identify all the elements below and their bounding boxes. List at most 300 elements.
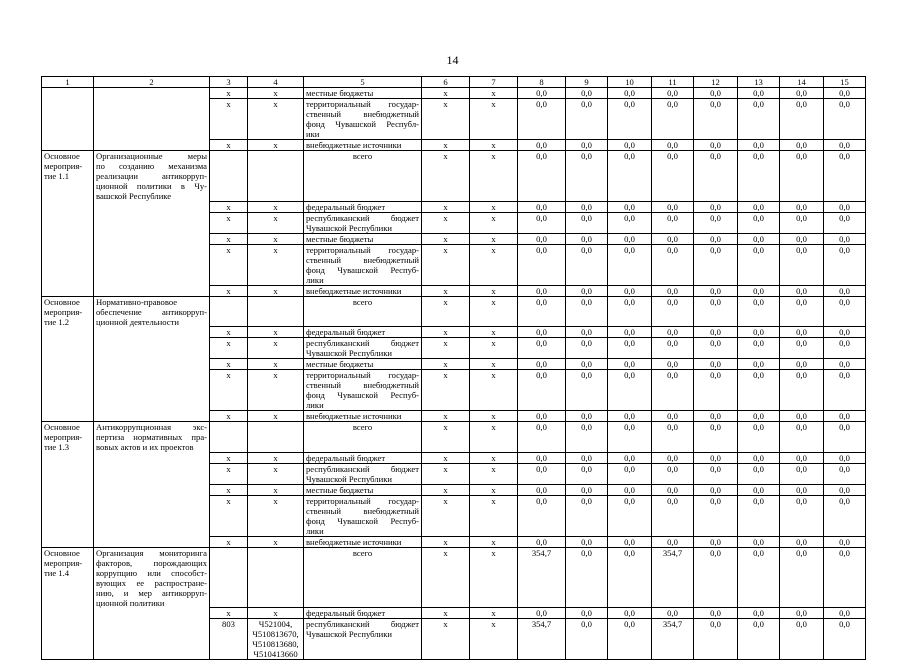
value-cell: 354,7 — [518, 619, 566, 660]
value-cell: 0,0 — [824, 88, 866, 99]
column-header: 3 — [210, 77, 248, 88]
funding-source-cell — [304, 151, 422, 202]
value-cell: 0,0 — [780, 296, 824, 327]
value-cell: 0,0 — [694, 370, 738, 411]
funding-source-line: республиканский бюджет — [306, 463, 419, 474]
value-cell: 0,0 — [608, 285, 652, 296]
value-cell: 0,0 — [824, 99, 866, 140]
value-cell: 0,0 — [518, 201, 566, 212]
value-cell: 0,0 — [608, 88, 652, 99]
activity-code-line: тие 1.4 — [44, 567, 70, 578]
grbs-code-cell: x — [210, 495, 248, 536]
activity-code-cell — [42, 212, 94, 233]
value-cell: 0,0 — [694, 338, 738, 359]
value-cell: 0,0 — [780, 463, 824, 484]
budget-class-cell — [248, 201, 304, 212]
col6-cell: x — [422, 608, 470, 619]
value-cell: 0,0 — [824, 233, 866, 244]
value-cell: 0,0 — [738, 88, 780, 99]
funding-source-line: местные бюджеты — [306, 484, 374, 495]
value-cell: 0,0 — [738, 495, 780, 536]
table-row — [42, 370, 866, 411]
funding-source-cell — [304, 327, 422, 338]
value-cell: 0,0 — [518, 422, 566, 453]
value-cell: 0,0 — [518, 99, 566, 140]
budget-class-cell — [248, 422, 304, 453]
col6-cell: x — [422, 619, 470, 660]
column-header: 6 — [422, 77, 470, 88]
budget-class-cell — [248, 484, 304, 495]
budget-class-line: x — [273, 88, 278, 98]
budget-class-line: x — [273, 536, 278, 547]
value-cell: 0,0 — [694, 463, 738, 484]
activity-code-cell — [42, 536, 94, 547]
col6-cell: x — [422, 233, 470, 244]
budget-class-cell — [248, 463, 304, 484]
funding-source-line: внебюджетные источники — [306, 536, 402, 547]
funding-source-line: федеральный бюджет — [306, 327, 386, 337]
grbs-code-cell: x — [210, 370, 248, 411]
value-cell: 0,0 — [780, 285, 824, 296]
value-cell: 0,0 — [566, 359, 608, 370]
funding-source-line: местные бюджеты — [306, 88, 374, 98]
budget-class-cell — [248, 140, 304, 151]
col7-cell: x — [470, 233, 518, 244]
activity-name-line: пертиза нормативных пра- — [96, 432, 207, 442]
grbs-code-cell: x — [210, 327, 248, 338]
value-cell: 0,0 — [652, 99, 694, 140]
column-header: 11 — [652, 77, 694, 88]
column-header: 13 — [738, 77, 780, 88]
funding-source-cell — [304, 422, 422, 453]
funding-source-line: фонд Чувашской Респуб- — [306, 264, 419, 275]
col6-cell: x — [422, 495, 470, 536]
funding-source-cell — [304, 88, 422, 99]
budget-class-cell — [248, 619, 304, 660]
value-cell: 0,0 — [518, 244, 566, 285]
col6-cell: x — [422, 88, 470, 99]
activity-name-cell — [94, 88, 210, 99]
value-cell: 0,0 — [608, 338, 652, 359]
value-cell: 0,0 — [738, 370, 780, 411]
funding-source-line: территориальный государ- — [306, 370, 419, 380]
budget-class-line: x — [273, 411, 278, 421]
col6-cell: x — [422, 536, 470, 547]
value-cell: 0,0 — [780, 212, 824, 233]
budget-class-line: x — [273, 201, 278, 212]
value-cell: 0,0 — [566, 619, 608, 660]
funding-source-line: федеральный бюджет — [306, 201, 386, 212]
activity-code-cell — [42, 452, 94, 463]
grbs-code-cell: x — [210, 359, 248, 370]
value-cell: 0,0 — [694, 547, 738, 608]
column-header: 7 — [470, 77, 518, 88]
value-cell: 0,0 — [738, 327, 780, 338]
value-cell: 0,0 — [738, 484, 780, 495]
funding-source-line: лики — [306, 525, 324, 536]
value-cell: 0,0 — [738, 244, 780, 285]
col7-cell: x — [470, 296, 518, 327]
value-cell: 0,0 — [824, 338, 866, 359]
table-row — [42, 411, 866, 422]
value-cell: 0,0 — [824, 285, 866, 296]
budget-class-line: x — [273, 327, 278, 337]
value-cell: 0,0 — [780, 547, 824, 608]
value-cell: 0,0 — [780, 411, 824, 422]
value-cell: 0,0 — [738, 359, 780, 370]
col6-cell: x — [422, 212, 470, 233]
funding-source-line: территориальный государ- — [306, 244, 419, 255]
activity-name-line: ционной политики в Чу- — [96, 181, 207, 191]
funding-source-line: республиканский бюджет — [306, 212, 419, 223]
table-row — [42, 547, 866, 608]
value-cell: 0,0 — [608, 296, 652, 327]
value-cell: 0,0 — [652, 338, 694, 359]
value-cell: 0,0 — [608, 547, 652, 608]
value-cell: 0,0 — [608, 359, 652, 370]
activity-code-cell — [42, 233, 94, 244]
activity-code-cell — [42, 495, 94, 536]
activity-code-line: тие 1.1 — [44, 171, 70, 181]
value-cell: 0,0 — [608, 233, 652, 244]
table-row — [42, 484, 866, 495]
value-cell: 0,0 — [694, 99, 738, 140]
activity-name-cell — [94, 244, 210, 285]
column-header: 5 — [304, 77, 422, 88]
value-cell: 0,0 — [566, 140, 608, 151]
col7-cell: x — [470, 536, 518, 547]
activity-name-cell — [94, 484, 210, 495]
budget-class-line: x — [273, 212, 278, 223]
table-row — [42, 327, 866, 338]
grbs-code-cell: x — [210, 338, 248, 359]
activity-code-cell — [42, 370, 94, 411]
activity-code-cell — [42, 285, 94, 296]
funding-source-line: ственный внебюджетный — [306, 109, 419, 119]
col7-cell: x — [470, 370, 518, 411]
col7-cell: x — [470, 411, 518, 422]
value-cell: 0,0 — [694, 608, 738, 619]
value-cell: 0,0 — [608, 484, 652, 495]
value-cell: 0,0 — [780, 233, 824, 244]
value-cell: 0,0 — [738, 99, 780, 140]
table-row — [42, 359, 866, 370]
activity-code-cell — [42, 547, 94, 608]
table-row — [42, 151, 866, 202]
value-cell: 0,0 — [652, 327, 694, 338]
value-cell: 0,0 — [738, 411, 780, 422]
value-cell: 0,0 — [652, 422, 694, 453]
activity-code-cell — [42, 359, 94, 370]
col7-cell: x — [470, 422, 518, 453]
funding-source-line: республиканский бюджет — [306, 619, 419, 629]
col7-cell: x — [470, 608, 518, 619]
value-cell: 0,0 — [518, 463, 566, 484]
budget-class-line: x — [273, 285, 278, 296]
activity-code-cell — [42, 88, 94, 99]
activity-name-line: Организационные меры — [96, 151, 207, 161]
col6-cell: x — [422, 201, 470, 212]
activity-code-line: мероприя- — [44, 557, 83, 568]
col7-cell: x — [470, 359, 518, 370]
value-cell: 0,0 — [518, 452, 566, 463]
value-cell: 0,0 — [566, 536, 608, 547]
budget-class-line: x — [273, 244, 278, 255]
grbs-code-cell — [210, 422, 248, 453]
budget-class-line: Ч521004, — [258, 619, 293, 629]
col6-cell: x — [422, 285, 470, 296]
activity-code-cell — [42, 619, 94, 660]
funding-source-line: всего — [352, 422, 373, 432]
value-cell: 0,0 — [824, 608, 866, 619]
funding-source-line: федеральный бюджет — [306, 608, 386, 618]
value-cell: 0,0 — [608, 140, 652, 151]
funding-source-line: Чувашской Республики — [306, 222, 392, 233]
budget-class-line: x — [273, 338, 278, 348]
activity-code-line: Основное — [44, 547, 80, 558]
value-cell: 0,0 — [780, 140, 824, 151]
col7-cell: x — [470, 140, 518, 151]
table-row — [42, 422, 866, 453]
value-cell: 0,0 — [738, 151, 780, 202]
grbs-code-cell: x — [210, 463, 248, 484]
value-cell: 0,0 — [608, 422, 652, 453]
col6-cell: x — [422, 547, 470, 608]
activity-name-cell — [94, 140, 210, 151]
value-cell: 0,0 — [694, 359, 738, 370]
activity-name-line: реализации антикорруп- — [96, 171, 207, 181]
value-cell: 0,0 — [694, 296, 738, 327]
value-cell: 0,0 — [518, 212, 566, 233]
value-cell: 0,0 — [738, 619, 780, 660]
value-cell: 0,0 — [608, 99, 652, 140]
funding-source-cell — [304, 296, 422, 327]
grbs-code-cell: x — [210, 484, 248, 495]
value-cell: 0,0 — [824, 370, 866, 411]
grbs-code-cell: x — [210, 140, 248, 151]
funding-source-cell — [304, 338, 422, 359]
activity-name-line: Антикоррупционная экс- — [96, 422, 207, 432]
activity-name-line: ционной деятельности — [96, 316, 179, 327]
grbs-code-cell: x — [210, 452, 248, 463]
value-cell: 0,0 — [780, 88, 824, 99]
budget-class-cell — [248, 151, 304, 202]
budget-class-cell — [248, 212, 304, 233]
funding-source-cell — [304, 233, 422, 244]
value-cell: 0,0 — [518, 296, 566, 327]
budget-class-line: x — [273, 608, 278, 618]
column-header: 15 — [824, 77, 866, 88]
value-cell: 0,0 — [780, 327, 824, 338]
value-cell: 0,0 — [824, 536, 866, 547]
value-cell: 0,0 — [738, 201, 780, 212]
value-cell: 0,0 — [566, 88, 608, 99]
activity-code-line: тие 1.2 — [44, 316, 70, 327]
activity-code-cell — [42, 99, 94, 140]
budget-class-cell — [248, 536, 304, 547]
value-cell: 0,0 — [738, 608, 780, 619]
col6-cell: x — [422, 484, 470, 495]
activity-name-line: коррупцию или способст- — [96, 567, 207, 578]
value-cell: 0,0 — [824, 201, 866, 212]
activity-code-cell — [42, 484, 94, 495]
value-cell: 0,0 — [652, 285, 694, 296]
value-cell: 0,0 — [518, 411, 566, 422]
grbs-code-cell: 803 — [210, 619, 248, 660]
activity-name-cell — [94, 547, 210, 608]
funding-source-line: федеральный бюджет — [306, 452, 386, 463]
funding-source-line: ики — [306, 129, 320, 139]
value-cell: 0,0 — [566, 547, 608, 608]
value-cell: 0,0 — [518, 233, 566, 244]
budget-class-cell — [248, 88, 304, 99]
funding-source-line: республиканский бюджет — [306, 338, 419, 348]
grbs-code-cell: x — [210, 285, 248, 296]
activity-name-line: факторов, порождающих — [96, 557, 207, 568]
activity-name-line: Нормативно-правовое — [96, 296, 178, 307]
col7-cell: x — [470, 327, 518, 338]
value-cell: 0,0 — [566, 422, 608, 453]
value-cell: 0,0 — [738, 296, 780, 327]
col6-cell: x — [422, 244, 470, 285]
value-cell: 0,0 — [694, 88, 738, 99]
activity-code-cell — [42, 327, 94, 338]
activity-name-line: нию, и мер антикорруп- — [96, 587, 207, 598]
budget-class-cell — [248, 452, 304, 463]
grbs-code-cell: x — [210, 536, 248, 547]
value-cell: 0,0 — [566, 244, 608, 285]
value-cell: 0,0 — [694, 244, 738, 285]
value-cell: 0,0 — [652, 140, 694, 151]
value-cell: 0,0 — [652, 151, 694, 202]
funding-source-cell — [304, 484, 422, 495]
value-cell: 0,0 — [694, 422, 738, 453]
column-header: 1 — [42, 77, 94, 88]
value-cell: 0,0 — [518, 370, 566, 411]
funding-source-cell — [304, 608, 422, 619]
col6-cell: x — [422, 422, 470, 453]
col7-cell: x — [470, 244, 518, 285]
budget-class-cell — [248, 411, 304, 422]
col7-cell: x — [470, 495, 518, 536]
col6-cell: x — [422, 151, 470, 202]
value-cell: 0,0 — [738, 422, 780, 453]
value-cell: 0,0 — [518, 359, 566, 370]
activity-code-line: мероприя- — [44, 161, 83, 171]
value-cell: 0,0 — [824, 140, 866, 151]
activity-code-line: Основное — [44, 422, 80, 432]
funding-source-cell — [304, 99, 422, 140]
activity-name-cell — [94, 359, 210, 370]
col6-cell: x — [422, 463, 470, 484]
value-cell: 354,7 — [652, 619, 694, 660]
table-row — [42, 338, 866, 359]
activity-code-cell — [42, 411, 94, 422]
value-cell: 0,0 — [824, 212, 866, 233]
value-cell: 0,0 — [652, 359, 694, 370]
budget-class-cell — [248, 338, 304, 359]
value-cell: 0,0 — [566, 296, 608, 327]
value-cell: 0,0 — [608, 151, 652, 202]
budget-class-line: x — [273, 99, 278, 109]
value-cell: 0,0 — [566, 151, 608, 202]
value-cell: 0,0 — [608, 608, 652, 619]
activity-name-cell — [94, 327, 210, 338]
budget-class-line: x — [273, 359, 278, 369]
value-cell: 0,0 — [566, 411, 608, 422]
activity-name-cell — [94, 536, 210, 547]
budget-class-line: x — [273, 140, 278, 150]
value-cell: 0,0 — [738, 536, 780, 547]
funding-source-line: местные бюджеты — [306, 233, 374, 244]
budget-class-cell — [248, 285, 304, 296]
col7-cell: x — [470, 151, 518, 202]
funding-source-cell — [304, 495, 422, 536]
table-row — [42, 233, 866, 244]
value-cell: 0,0 — [738, 212, 780, 233]
value-cell: 0,0 — [824, 495, 866, 536]
activity-code-cell — [42, 338, 94, 359]
value-cell: 0,0 — [566, 495, 608, 536]
value-cell: 0,0 — [518, 495, 566, 536]
value-cell: 0,0 — [824, 327, 866, 338]
funding-source-line: всего — [352, 296, 373, 307]
col7-cell: x — [470, 338, 518, 359]
column-header: 9 — [566, 77, 608, 88]
value-cell: 0,0 — [652, 370, 694, 411]
col7-cell: x — [470, 619, 518, 660]
budget-class-cell — [248, 359, 304, 370]
value-cell: 0,0 — [824, 151, 866, 202]
value-cell: 0,0 — [780, 608, 824, 619]
value-cell: 0,0 — [652, 296, 694, 327]
value-cell: 0,0 — [824, 296, 866, 327]
value-cell: 0,0 — [694, 285, 738, 296]
value-cell: 0,0 — [518, 285, 566, 296]
value-cell: 0,0 — [824, 359, 866, 370]
budget-class-line: x — [273, 233, 278, 244]
budget-class-line: x — [273, 452, 278, 463]
activity-name-cell — [94, 495, 210, 536]
col7-cell: x — [470, 463, 518, 484]
activity-code-cell — [42, 244, 94, 285]
value-cell: 0,0 — [780, 151, 824, 202]
funding-source-line: внебюджетные источники — [306, 411, 402, 421]
value-cell: 0,0 — [608, 212, 652, 233]
funding-source-cell — [304, 547, 422, 608]
funding-source-line: ственный внебюджетный — [306, 254, 419, 265]
funding-source-line: фонд Чувашской Республ- — [306, 119, 419, 129]
funding-source-line: ственный внебюджетный — [306, 380, 419, 390]
funding-source-cell — [304, 140, 422, 151]
value-cell: 0,0 — [780, 495, 824, 536]
grbs-code-cell: x — [210, 608, 248, 619]
funding-source-cell — [304, 359, 422, 370]
col6-cell: x — [422, 296, 470, 327]
value-cell: 0,0 — [824, 547, 866, 608]
activity-name-cell — [94, 463, 210, 484]
value-cell: 0,0 — [738, 547, 780, 608]
value-cell: 0,0 — [566, 233, 608, 244]
activity-code-cell — [42, 151, 94, 202]
value-cell: 0,0 — [694, 536, 738, 547]
value-cell: 0,0 — [780, 359, 824, 370]
budget-class-cell — [248, 608, 304, 619]
value-cell: 0,0 — [566, 463, 608, 484]
value-cell: 0,0 — [652, 88, 694, 99]
value-cell: 0,0 — [694, 140, 738, 151]
budget-class-cell — [248, 495, 304, 536]
